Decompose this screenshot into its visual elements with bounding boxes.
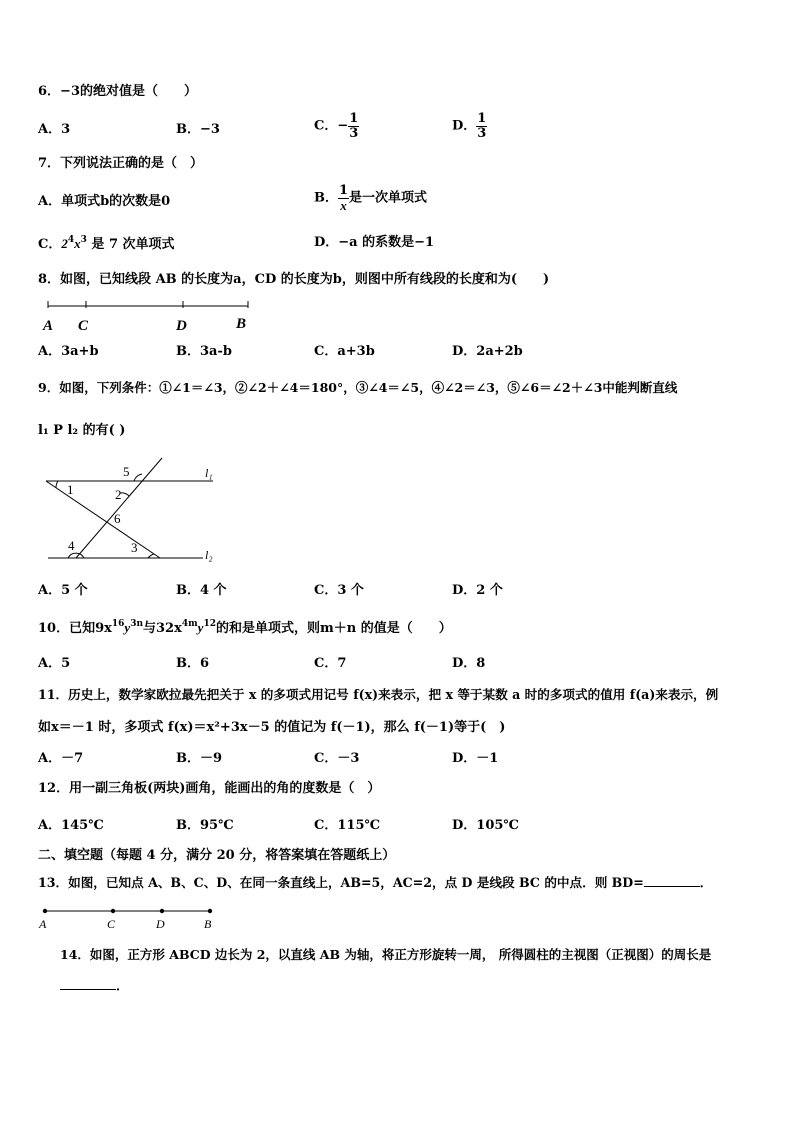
q13-point-d: D <box>156 917 165 931</box>
q6-stem: 6．−3的绝对值是（ ） <box>38 84 197 99</box>
q8-point-a: A <box>43 318 54 334</box>
q8-point-d: D <box>176 318 187 334</box>
q8-point-b: B <box>236 316 247 332</box>
q9-parallel-lines-figure <box>38 455 228 565</box>
q9-option-a: A．5 个 <box>38 583 88 598</box>
q10-option-c: C．7 <box>314 656 347 671</box>
q9-angle-label: 1 <box>67 482 74 497</box>
q13-answer-blank[interactable] <box>644 886 700 887</box>
q9-stem: 9．如图，下列条件：①∠1＝∠3，②∠2＋∠4＝180°，③∠4＝∠5，④∠2＝∠3，⑤∠6＝∠2＋∠3中能判断直线 <box>38 380 678 395</box>
q9-option-d: D．2 个 <box>452 583 503 598</box>
q9-angle-label: 4 <box>68 538 75 553</box>
q8-segment-figure <box>38 296 268 336</box>
q12-option-a: A．145℃ <box>38 818 104 833</box>
q12-stem: 12．用一副三角板(两块)画角，能画出的角的度数是（ ） <box>38 781 381 796</box>
q7-option-c: C．$2^4x^3$ 是 7 次单项式 <box>38 235 175 252</box>
q9-stem-2: l₁ P l₂ 的有( ) <box>38 423 126 438</box>
q8-option-a: A．3a+b <box>38 344 99 359</box>
q11-option-d: D．－1 <box>452 751 499 766</box>
q8-option-b: B．3a-b <box>176 344 232 359</box>
q10-option-a: A．5 <box>38 656 71 671</box>
q10-option-d: D．8 <box>452 656 486 671</box>
q9-angle-label: 5 <box>123 464 130 479</box>
q8-option-c: C．a+3b <box>314 344 375 359</box>
q6-option-c: C．− $\frac{1}{3}$ <box>314 111 359 141</box>
q7-option-a: A．单项式b的次数是0 <box>38 194 171 209</box>
q9-option-c: C．3 个 <box>314 583 364 598</box>
q13-point-b: B <box>204 917 212 931</box>
q14-answer-blank[interactable] <box>60 989 116 990</box>
q6-option-a: A．3 <box>38 122 71 137</box>
q11-option-c: C．－3 <box>314 751 360 766</box>
q10-option-b: B．6 <box>176 656 210 671</box>
q9-line-l1: l₁ <box>205 466 213 480</box>
q14-stem: 14．如图，正方形 ABCD 边长为 2，以直线 AB 为轴，将正方形旋转一周， 所得圆柱的主视图（正视图）的周长是 <box>60 947 712 962</box>
q10-stem: 10．已知$9x^{16}y^{3n}$与$32x^{4m}y^{12}$的和是单项式，则m＋n 的值是（ ） <box>38 619 452 636</box>
q8-point-c: C <box>78 318 89 334</box>
q11-stem-2: 如x＝－1 时，多项式 f(x)＝x²+3x－5 的值记为 f(－1)，那么 f(－1)等于( ) <box>38 720 506 735</box>
q12-option-d: D．105℃ <box>452 818 519 833</box>
q13-stem: 13．如图，已知点 A、B、C、D、在同一条直线上，AB=5，AC=2，点 D 是线段 BC 的中点．则 BD= ． <box>38 875 713 890</box>
q13-point-a: A <box>39 917 47 931</box>
q9-angle-label: 6 <box>114 511 121 526</box>
q11-stem: 11．历史上，数学家欧拉最先把关于 x 的多项式用记号 f(x)来表示，把 x 等于某数 a 时的多项式的值用 f(a)来表示，例 <box>38 687 719 702</box>
q8-stem: 8．如图，已知线段 AB 的长度为a，CD 的长度为b，则图中所有线段的长度和为( ) <box>38 272 550 287</box>
q6-option-d: D． $\frac{1}{3}$ <box>452 111 487 141</box>
q8-option-d: D．2a+2b <box>452 344 523 359</box>
section-heading: 二、填空题（每题 4 分，满分 20 分，将答案填在答题纸上） <box>38 848 396 863</box>
q12-option-c: C．115℃ <box>314 818 381 833</box>
q12-option-b: B．95℃ <box>176 818 234 833</box>
q13-segment-figure <box>35 902 225 932</box>
q14-answer: ． <box>60 980 129 993</box>
q9-line-l2: l₂ <box>205 548 213 562</box>
q7-option-d: D．−a 的系数是−1 <box>314 235 435 250</box>
q7-stem: 7．下列说法正确的是（ ） <box>38 156 204 171</box>
q9-option-b: B．4 个 <box>176 583 227 598</box>
q7-option-b: B． $\frac{1}{x}$ 是一次单项式 <box>314 183 428 213</box>
q6-option-b: B．−3 <box>176 122 220 137</box>
q11-option-a: A．－7 <box>38 751 84 766</box>
q13-point-c: C <box>107 917 116 931</box>
q11-option-b: B．－9 <box>176 751 223 766</box>
q9-angle-label: 2 <box>115 487 122 502</box>
q9-angle-label: 3 <box>131 540 138 555</box>
